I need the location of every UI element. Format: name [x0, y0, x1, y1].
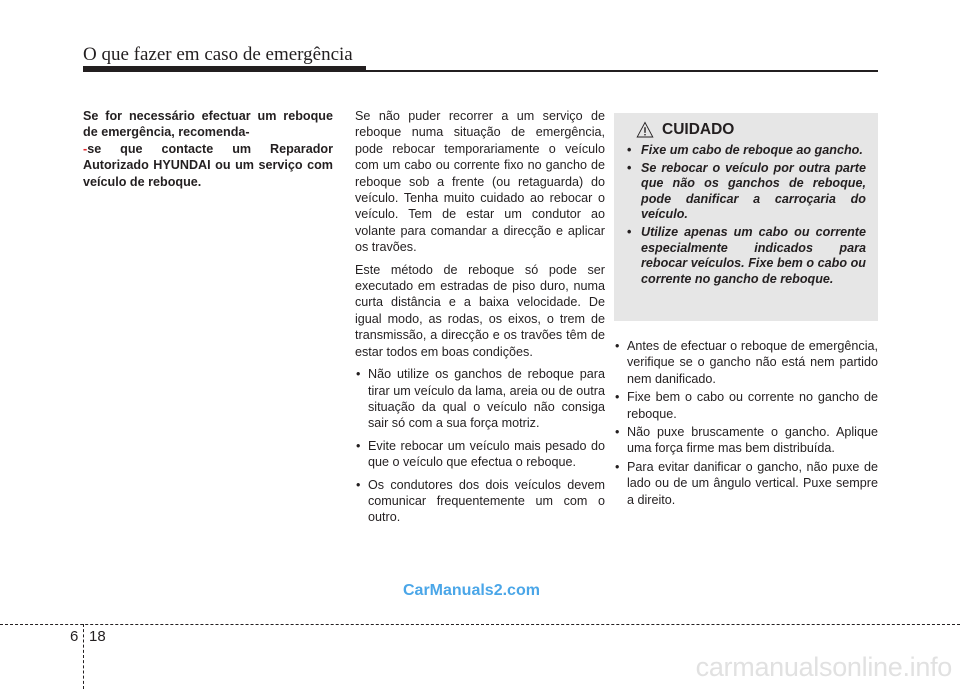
footer-vertical-divider [83, 624, 84, 689]
chapter-number: 6 [70, 628, 79, 645]
intro-column [83, 108, 333, 190]
towing-method-column [355, 108, 605, 532]
list-item: • Utilize apenas um cabo ou corrente especialmente indicados para rebocar veículos. Fixe bem o cabo ou corrente no gancho de reboque. [626, 225, 866, 287]
paragraph-towing-conditions: Este método de reboque só pode ser executado em estradas de piso duro, numa curta distância e a baixa velocidade. De igual modo, as rodas, os eixos, o trem de transmissão, a direcção e os travões têm de estar todos em boas condições. [355, 262, 605, 359]
warning-triangle-icon [636, 121, 654, 139]
list-item: • Antes de efectuar o reboque de emergência, verifique se o gancho não está nem partido nem danificado. [614, 338, 878, 387]
intro-text-part2: se que contacte um Reparador Autorizado HYUNDAI ou um serviço com veículo de reboque. [83, 141, 333, 189]
caution-list [626, 143, 866, 287]
hook-instructions-list [614, 338, 878, 508]
list-item: • Os condutores dos dois veículos devem comunicar frequentemente um com o outro. [355, 477, 605, 526]
caution-title: CUIDADO [662, 121, 735, 138]
caution-header [636, 121, 866, 139]
carmanuals-watermark-link[interactable]: CarManuals2.com [403, 582, 540, 599]
list-item: • Não utilize os ganchos de reboque para tirar um veículo da lama, areia ou de outra situação da qual o veículo não consiga sair só com a sua força motriz. [355, 366, 605, 432]
list-item: • Evite rebocar um veículo mais pesado do que o veículo que efectua o reboque. [355, 438, 605, 471]
list-item: • Fixe bem o cabo ou corrente no gancho de reboque. [614, 389, 878, 422]
hyphen-mark: - [83, 141, 88, 156]
paragraph-temporary-towing: Se não puder recorrer a um serviço de reboque numa situação de emergência, pode rebocar temporariamente o veículo com um cabo ou corrente fixo no gancho de reboque sob a frente (ou retaguarda) do veículo. Tenha muito cuidado ao rebocar o veículo. Tem de estar um condutor ao volante para comandar a direcção e aplicar os travões. [355, 109, 605, 255]
list-item: • Para evitar danificar o gancho, não puxe de lado ou de um ângulo vertical. Puxe sempre a direito. [614, 459, 878, 508]
hook-instructions-column [614, 338, 878, 510]
intro-text-part1: Se for necessário efectuar um reboque de emergência, recomenda- [83, 109, 333, 140]
caution-box [614, 113, 878, 321]
footer-divider [0, 624, 960, 625]
list-item: • Se rebocar o veículo por outra parte que não os ganchos de reboque, pode danificar a carroçaria do veículo. [626, 161, 866, 223]
page-header-title: O que fazer em caso de emergência [83, 44, 353, 65]
header-rule-thick [83, 66, 366, 72]
site-watermark: carmanualsonline.info [695, 652, 952, 682]
header-rule-thin [366, 70, 878, 72]
list-item: • Não puxe bruscamente o gancho. Aplique uma força firme mas bem distribuída. [614, 424, 878, 457]
list-item: • Fixe um cabo de reboque ao gancho. [626, 143, 866, 159]
page-number: 18 [89, 628, 106, 645]
towing-precautions-list [355, 366, 605, 526]
